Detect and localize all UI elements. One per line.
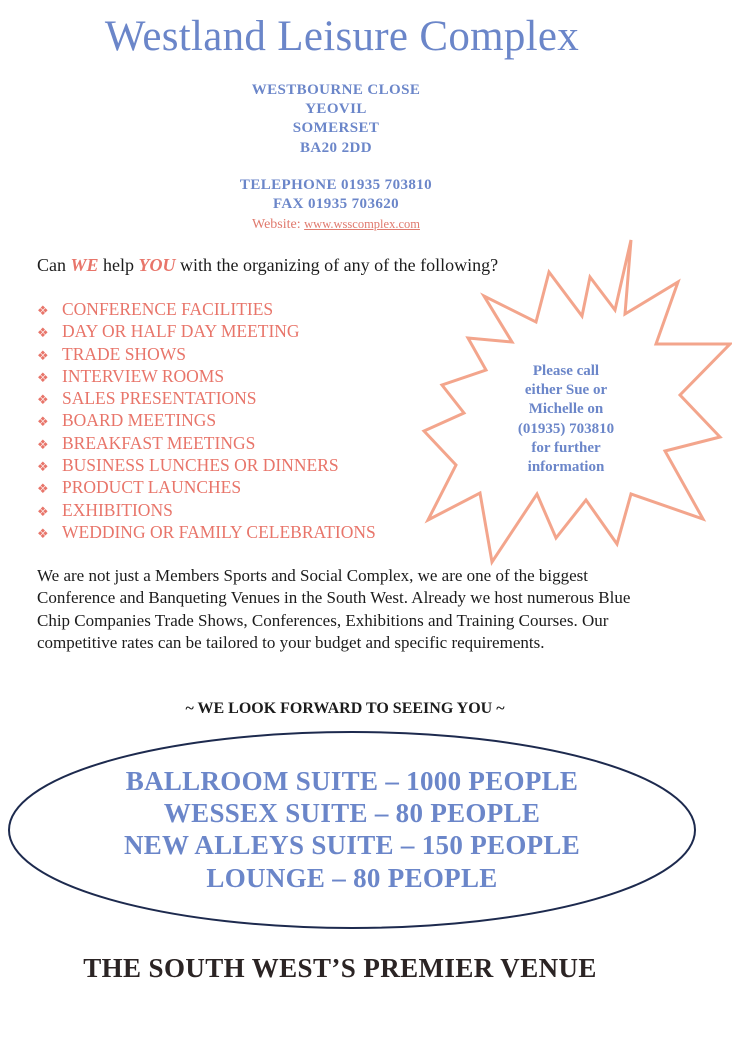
question-text-2: help [98, 255, 139, 275]
service-label: SALES PRESENTATIONS [62, 388, 257, 409]
service-label: EXHIBITIONS [62, 499, 173, 520]
address-line-postcode: BA20 2DD [300, 140, 372, 156]
service-item [37, 365, 376, 387]
diamond-bullet-icon: ❖ [37, 503, 49, 519]
callout-text [472, 362, 660, 477]
callout-phone: (01935) 703810 [517, 420, 615, 437]
service-label: BOARD MEETINGS [62, 410, 217, 431]
service-item [37, 298, 376, 320]
callout-line: for further [531, 439, 601, 456]
callout-line: Michelle on [528, 401, 604, 418]
diamond-bullet-icon: ❖ [37, 459, 49, 475]
address-line-street: WESTBOURNE CLOSE [251, 82, 421, 98]
service-label: TRADE SHOWS [62, 343, 186, 364]
question-text-3: with the organizing of any of the following? [175, 255, 499, 275]
intro-paragraph: We are not just a Members Sports and Social Complex, we are one of the biggest Conference and Banqueting Venues in the South West. Already we host numerous Blue Chip Companies Trade Shows, Conferences, Exhibitions and Training Courses. Our competitive rates can be tailored to your budget and specific requirements. [37, 566, 631, 652]
diamond-bullet-icon: ❖ [37, 325, 49, 341]
service-item [37, 499, 376, 521]
suite-new-alleys: NEW ALLEYS SUITE – 150 PEOPLE [123, 830, 581, 860]
diamond-bullet-icon: ❖ [37, 303, 49, 318]
service-item [37, 476, 376, 498]
service-item [37, 454, 376, 476]
service-label: PRODUCT LAUNCHES [62, 477, 242, 498]
service-label: WEDDING OR FAMILY CELEBRATIONS [62, 521, 376, 542]
suite-lounge: LOUNGE – 80 PEOPLE [206, 863, 498, 893]
service-item [37, 387, 376, 409]
telephone-line: TELEPHONE 01935 703810 [239, 177, 433, 193]
service-item [37, 409, 376, 431]
service-item [37, 320, 376, 342]
diamond-bullet-icon: ❖ [37, 436, 49, 452]
service-item [37, 343, 376, 365]
service-label: CONFERENCE FACILITIES [62, 299, 274, 319]
callout-line: information [527, 459, 605, 476]
diamond-bullet-icon: ❖ [37, 525, 49, 541]
website-line [0, 217, 672, 233]
suite-ballroom: BALLROOM SUITE – 1000 PEOPLE [125, 766, 579, 796]
service-item [37, 432, 376, 454]
service-label: BUSINESS LUNCHES OR DINNERS [62, 455, 339, 476]
diamond-bullet-icon: ❖ [37, 369, 49, 385]
suite-wessex: WESSEX SUITE – 80 PEOPLE [163, 798, 541, 828]
website-link[interactable]: www.wsscomplex.com [304, 217, 420, 231]
diamond-bullet-icon: ❖ [37, 414, 49, 430]
service-label: DAY OR HALF DAY MEETING [62, 321, 300, 342]
callout-line: Please call [532, 363, 600, 379]
service-label: INTERVIEW ROOMS [62, 365, 225, 386]
service-item [37, 521, 376, 543]
question-you: YOU [138, 255, 176, 275]
website-label: Website: [252, 217, 301, 232]
fax-line: FAX 01935 703620 [272, 196, 400, 212]
question-text-1: Can [37, 255, 71, 275]
question-we: WE [70, 255, 99, 275]
services-list [37, 298, 376, 543]
diamond-bullet-icon: ❖ [37, 481, 49, 497]
premier-venue-tagline: THE SOUTH WEST’S PREMIER VENUE [83, 953, 597, 983]
page-title: Westland Leisure Complex [104, 13, 580, 60]
diamond-bullet-icon: ❖ [37, 347, 49, 363]
forward-tagline: ~ WE LOOK FORWARD TO SEEING YOU ~ [185, 700, 505, 717]
callout-line: either Sue or [524, 382, 608, 399]
address-line-town: YEOVIL [305, 101, 367, 117]
address-line-county: SOMERSET [292, 120, 380, 136]
service-label: BREAKFAST MEETINGS [62, 432, 256, 453]
diamond-bullet-icon: ❖ [37, 392, 49, 408]
